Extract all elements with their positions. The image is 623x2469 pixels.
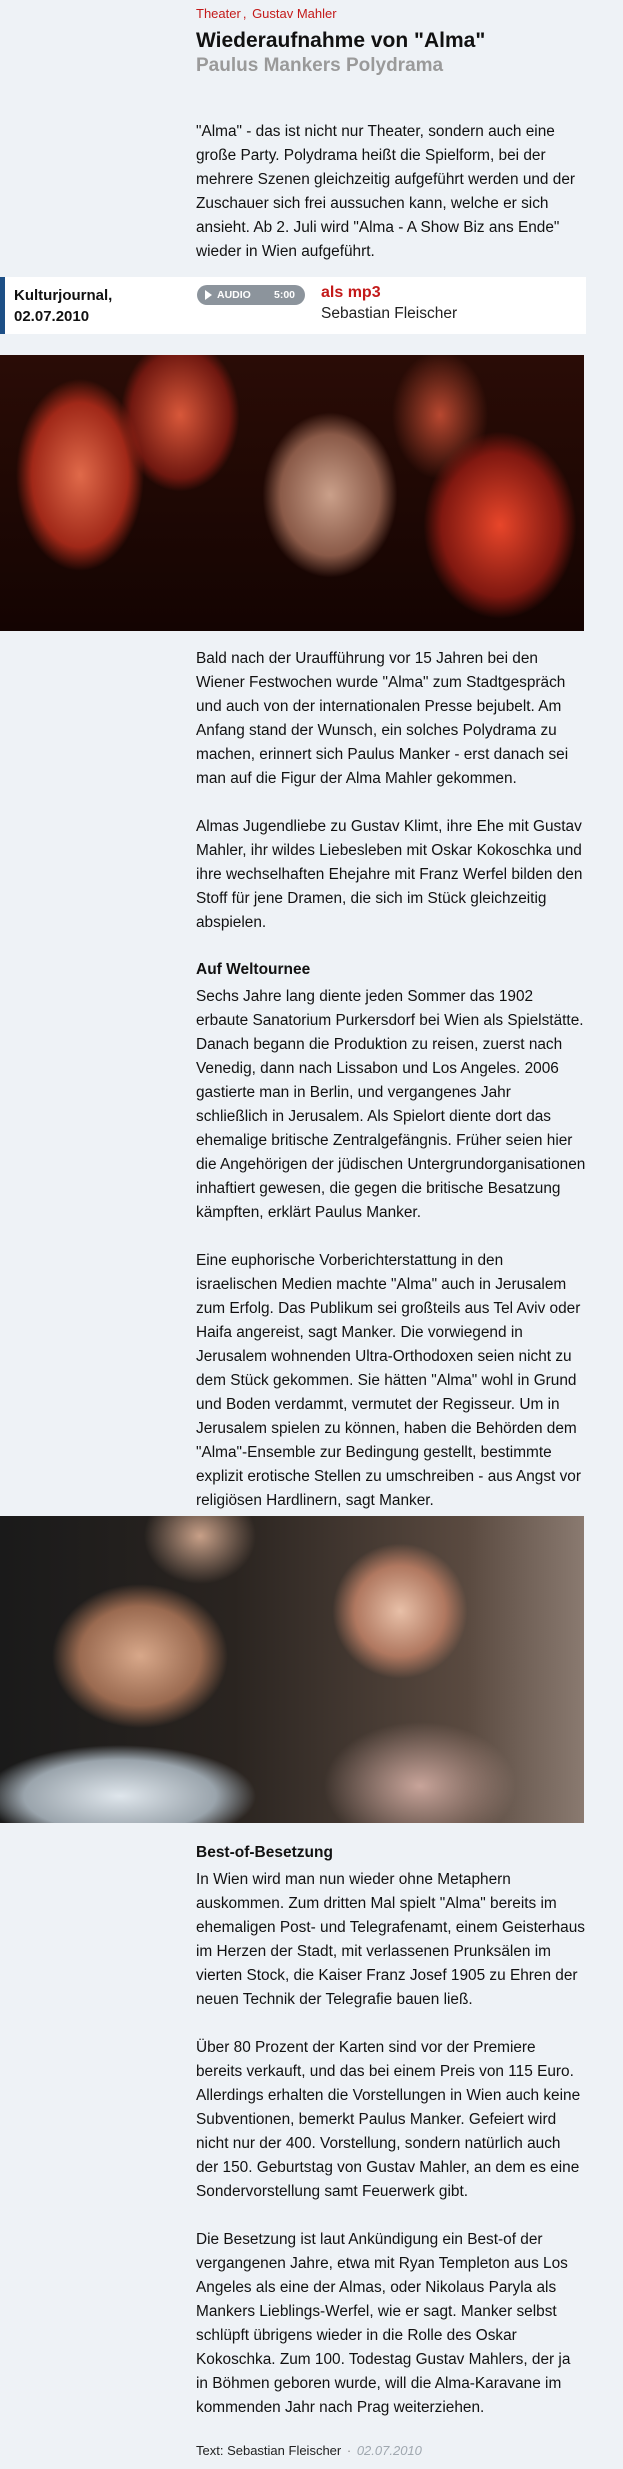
mp3-download-link[interactable]: als mp3 xyxy=(321,284,381,301)
audio-label: AUDIO xyxy=(217,289,251,301)
body-paragraph: Almas Jugendliebe zu Gustav Klimt, ihre Ehe mit Gustav Mahler, ihr wildes Liebesleben mit Oskar Kokoschka und ihre wechselhaften Ehejahre mit Franz Werfel bilden den Stoff für jene Dramen, die sich im Stück gleichzeitig abspielen. xyxy=(196,818,583,931)
audio-play-button[interactable] xyxy=(197,285,305,305)
kicker-link-gustav-mahler[interactable]: Gustav Mahler xyxy=(252,6,337,21)
body-paragraph: Sechs Jahre lang diente jeden Sommer das 1902 erbaute Sanatorium Purkersdorf bei Wien als Spielstätte. Danach begann die Produktion zu reisen, zuerst nach Venedig, dann nach Lissabon und Los Angeles. 2006 gastierte man in Berlin, und vergangenes Jahr schließlich in Jerusalem. Als Spielort diente dort das ehemalige britische Zentralgefängnis. Früher seien hier die Angehörigen der jüdischen Untergrundorganisationen inhaftiert gewesen, die gegen die britische Besatzung kämpften, erklärt Paulus Manker. xyxy=(196,988,586,1221)
body-paragraph: In Wien wird man nun wieder ohne Metaphern auskommen. Zum dritten Mal spielt "Alma" bereits im ehemaligen Post- und Telegrafenamt, einem Geisterhaus im Herzen der Stadt, mit verlassenen Prunksälen im vierten Stock, die Kaiser Franz Josef 1905 zu Ehren der neuen Technik der Telegrafie bauen ließ. xyxy=(196,1871,585,2008)
body-paragraph: Über 80 Prozent der Karten sind vor der Premiere bereits verkauft, und das bei einem Preis von 115 Euro. Allerdings erhalten die Vorstellungen in Wien auch keine Subventionen, bemerkt Paulus Manker. Gefeiert wird nicht nur der 400. Vorstellung, sondern natürlich auch der 150. Geburtstag von Gustav Mahler, an dem es eine Sondervorstellung samt Feuerwerk gibt. xyxy=(196,2039,581,2200)
credit-author: Text: Sebastian Fleischer xyxy=(196,2443,342,2458)
article-body-1 xyxy=(196,647,586,1537)
article-lead: "Alma" - das ist nicht nur Theater, sondern auch eine große Party. Polydrama heißt die Spielform, bei der mehrere Szenen gleichzeitig aufgeführt werden und der Zuschauer sich frei aussuchen kann, welche er sich ansieht. Ab 2. Juli wird "Alma - A Show Biz ans Ende" wieder in Wien aufgeführt. xyxy=(196,123,576,260)
article-body-2 xyxy=(196,1842,586,2444)
kicker-link-theater[interactable]: Theater xyxy=(196,6,241,21)
kicker xyxy=(196,6,586,21)
audio-author: Sebastian Fleischer xyxy=(321,305,458,322)
audio-source xyxy=(14,285,112,327)
section-heading: Best-of-Besetzung xyxy=(196,1844,333,1861)
body-paragraph: Die Besetzung ist laut Ankündigung ein Best-of der vergangenen Jahre, etwa mit Ryan Templeton aus Los Angeles als eine der Almas, oder Nikolaus Paryla als Mankers Lieblings-Werfel, wie er sagt. Manker selbst schlüpft übrigens wieder in die Rolle des Oskar Kokoschka. Zum 100. Todestag Gustav Mahlers, der ja in Böhmen geboren wurde, will die Alma-Karavane im kommenden Jahr nach Prag weiterziehen. xyxy=(196,2231,571,2416)
audio-bar xyxy=(0,277,586,334)
article-photo-1 xyxy=(0,355,584,631)
audio-duration: 5:00 xyxy=(273,289,295,301)
audio-source-date: 02.07.2010 xyxy=(14,308,90,325)
credit-separator: · xyxy=(346,2443,352,2458)
section-heading: Auf Weltournee xyxy=(196,961,311,978)
body-paragraph: Bald nach der Uraufführung vor 15 Jahren bei den Wiener Festwochen wurde "Alma" zum Stadtgespräch und auch von der internationalen Presse bejubelt. Am Anfang stand der Wunsch, ein solches Polydrama zu machen, erinnert sich Paulus Manker - erst danach sei man auf die Figur der Alma Mahler gekommen. xyxy=(196,650,569,787)
audio-source-program: Kulturjournal, xyxy=(14,287,113,304)
article-credit xyxy=(196,2443,586,2458)
article-subhead: Paulus Mankers Polydrama xyxy=(196,55,444,76)
article-headline: Wiederaufnahme von "Alma" xyxy=(196,29,486,52)
article-photo-2 xyxy=(0,1516,584,1823)
body-paragraph: Eine euphorische Vorberichterstattung in den israelischen Medien machte "Alma" auch in Jerusalem zum Erfolg. Das Publikum sei großteils aus Tel Aviv oder Haifa angereist, sagt Manker. Die vorwiegend in Jerusalem wohnenden Ultra-Orthodoxen seien nicht zu dem Stück gekommen. Sie hätten "Alma" wohl in Grund und Boden verdammt, vermutet der Regisseur. Um in Jerusalem spielen zu können, haben die Behörden dem "Alma"-Ensemble zur Bedingung gestellt, bestimmte explizit erotische Stellen zu umschreiben - aus Angst vor religiösen Hardlinern, sagt Manker. xyxy=(196,1252,581,1509)
kicker-separator: , xyxy=(242,6,247,21)
play-icon xyxy=(205,290,212,300)
credit-date: 02.07.2010 xyxy=(356,2443,422,2458)
